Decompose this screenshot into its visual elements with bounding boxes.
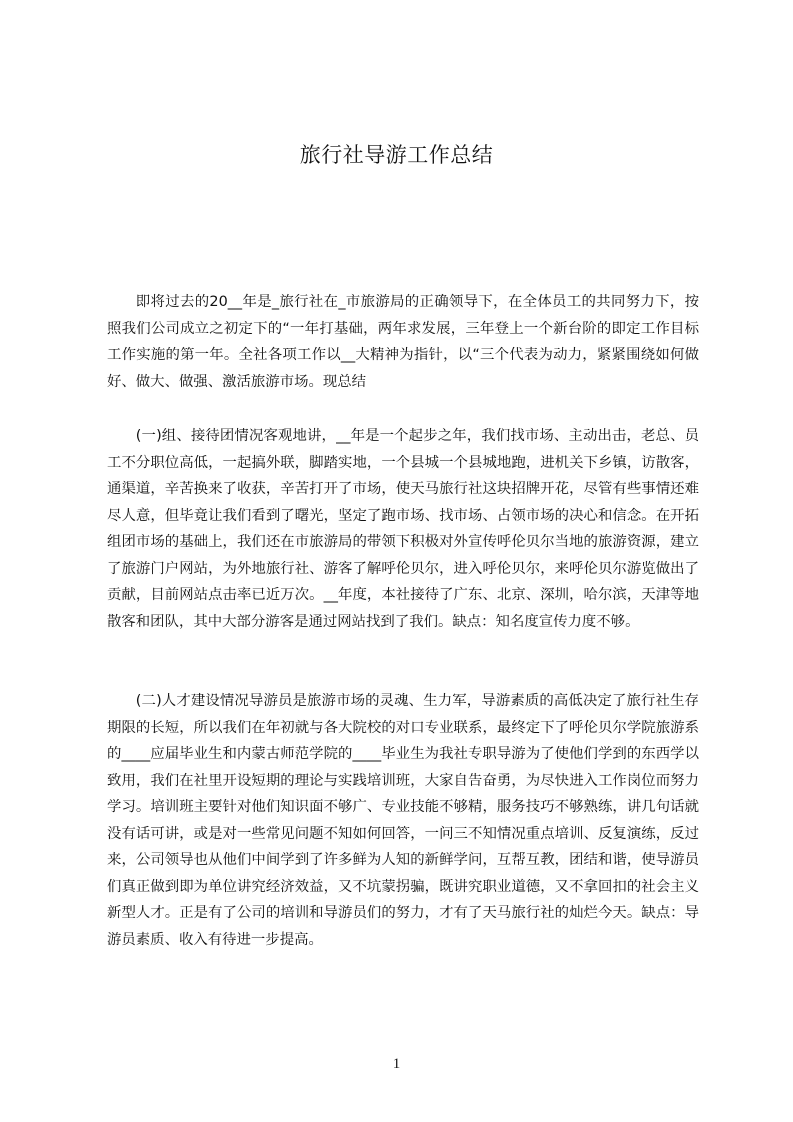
paragraph-tour-reception: (一)组、接待团情况客观地讲，__年是一个起步之年，我们找市场、主动出击，老总、员工不分职位高低，一起搞外联，脚踏实地，一个县城一个县城地跑，进机关下乡镇，访散客，通渠道，辛苦换来了收获，辛苦打开了市场，使天马旅行社这块招牌开花，尽管有些事情还难尽人意，但毕竟让我们看到了曙光，坚定了跑市场、找市场、占领市场的决心和信念。在开拓组团市场的基础上，我们还在市旅游局的带领下积极对外宣传呼伦贝尔当地的旅游资源，建立了旅游门户网站，为外地旅行社、游客了解呼伦贝尔，进入呼伦贝尔，来呼伦贝尔游览做出了贡献，目前网站点击率已近万次。__年度，本社接待了广东、北京、深圳，哈尔滨，天津等地散客和团队，其中大部分游客是通过网站找到了我们。缺点：知名度宣传力度不够。 (107, 428, 699, 630)
paragraph-talent-building: (二)人才建设情况导游员是旅游市场的灵魂、生力军，导游素质的高低决定了旅行社生存期限的长短，所以我们在年初就与各大院校的对口专业联系，最终定下了呼伦贝尔学院旅游系的____应届毕业生和内蒙古师范学院的____毕业生为我社专职导游为了使他们学到的东西学以致用，我们在社里开设短期的理论与实践培训班，大家自告奋勇，为尽快进入工作岗位而努力学习。培训班主要针对他们知识面不够广、专业技能不够精，服务技巧不够熟练，讲几句话就没有话可讲，或是对一些常见问题不知如何回答，一问三不知情况重点培训、反复演练，反过来，公司领导也从他们中间学到了许多鲜为人知的新鲜学问，互帮互教，团结和谐，使导游员们真正做到即为单位讲究经济效益，又不坑蒙拐骗，既讲究职业道德，又不拿回扣的社会主义新型人才。正是有了公司的培训和导游员们的努力，才有了天马旅行社的灿烂今天。缺点：导游员素质、收入有待进一步提高。 (107, 693, 699, 948)
paragraph-intro: 即将过去的20__年是_旅行社在_市旅游局的正确领导下，在全体员工的共同努力下，按照我们公司成立之初定下的“一年打基础，两年求发展，三年登上一个新台阶的即定工作目标工作实施的第一年。全社各项工作以__大精神为指针，以“三个代表为动力，紧紧围绕如何做好、做大、做强、激活旅游市场。现总结 (107, 294, 699, 390)
page-number: 1 (392, 1056, 401, 1072)
document-title: 旅行社导游工作总结 (299, 143, 494, 167)
